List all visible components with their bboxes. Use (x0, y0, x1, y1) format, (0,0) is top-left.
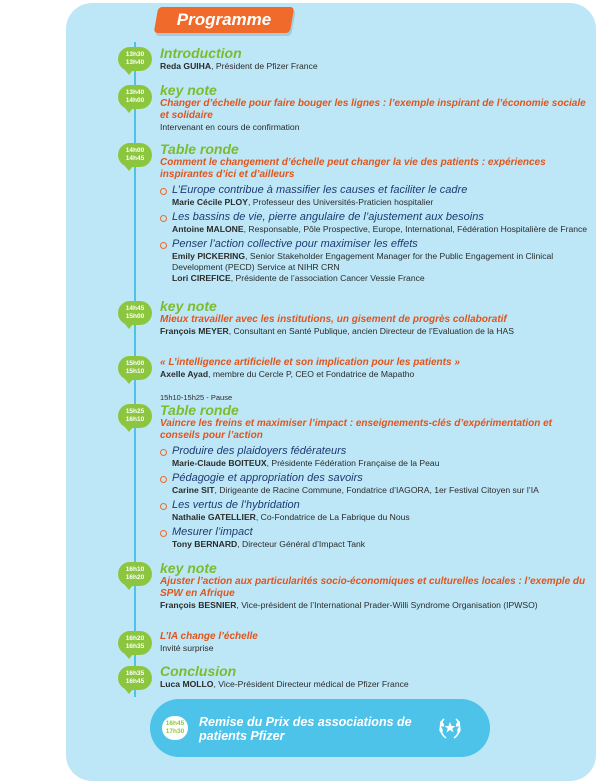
speaker-role: , Présidente de l’association Cancer Vessie France (230, 273, 425, 283)
session-keynote-2 (160, 299, 590, 337)
time-bubble: 15h00 15h10 (118, 356, 152, 380)
session-subtitle: Ajuster l’action aux particularités socio-économiques et culturelles locales : l’exemple du SPW en Afrique (160, 576, 586, 599)
session-subtitle: L’IA change l’échelle (160, 631, 258, 642)
session-subtitle: « L’intelligence artificielle et son implication pour les patients » (160, 357, 460, 368)
speaker-role: , Professeur des Universités-Praticien hospitalier (247, 197, 434, 207)
session-subtitle: Mieux travailler avec les institutions, un gisement de progrès collaboratif (160, 314, 507, 325)
session-keynote-1 (160, 83, 590, 133)
topic-item (160, 472, 590, 496)
time-bubble: 16h10 16h20 (118, 562, 152, 586)
award-time: 16h45 17h30 (162, 716, 188, 740)
pause-label: 15h10-15h25 - Pause (160, 393, 233, 402)
time-bubble: 14h45 15h00 (118, 301, 152, 325)
topic-title: Les vertus de l’hybridation (172, 499, 300, 511)
speaker-role: , Responsable, Pôle Prospective, Europe, International, Fédération Hospitalière de France (243, 224, 588, 234)
time-bubble: 15h25 16h10 (118, 404, 152, 428)
topic-title: Pédagogie et appropriation des savoirs (172, 472, 363, 484)
speaker-role: , Senior Stakeholder Engagement Manager for the Public Engagement in Clinical Development (PECD) Service at NIHR CRN (172, 251, 554, 272)
session-subtitle: Vaincre les freins et maximiser l’impact : enseignements-clés d’expérimentation et conseils pour l’action (160, 418, 553, 441)
topic-item (160, 499, 590, 523)
speaker-role: , Co-Fondatrice de La Fabrique du Nous (255, 512, 410, 522)
speaker-name: Carine SIT (172, 485, 215, 495)
session-table-ronde-2 (160, 403, 590, 550)
topic-title: Produire des plaidoyers fédérateurs (172, 445, 347, 457)
speaker-name: Antoine MALONE (172, 224, 244, 234)
topic-title: Les bassins de vie, pierre angulaire de l’ajustement aux besoins (172, 211, 484, 223)
speaker-name: François MEYER (160, 326, 229, 336)
time-bubble: 13h40 14h00 (118, 85, 152, 109)
session-title: Conclusion (160, 663, 237, 679)
speaker-role: , membre du Cercle P, CEO et Fondatrice de Mapatho (208, 369, 415, 379)
speaker-name: Emily PICKERING (172, 251, 246, 261)
speaker-name: Lori CIREFICE (172, 273, 231, 283)
session-title: Table ronde (160, 402, 239, 418)
speaker-role: , Vice-Président Directeur médical de Pfizer France (213, 679, 409, 689)
topic-item (160, 238, 590, 284)
programme-title: Programme (176, 10, 272, 29)
speaker-role: , Présidente Fédération Française de la Peau (266, 458, 440, 468)
speaker-role: , Dirigeante de Racine Commune, Fondatrice d’IAGORA, 1er Festival Citoyen sur l’IA (214, 485, 539, 495)
topic-title: L’Europe contribue à massifier les causes et faciliter le cadre (172, 184, 468, 196)
session-title: key note (160, 298, 217, 314)
time-bubble: 14h00 14h45 (118, 143, 152, 167)
topic-title: Mesurer l’impact (172, 526, 253, 538)
session-keynote-3 (160, 561, 590, 611)
topic-item (160, 184, 590, 208)
speaker-name: Luca MOLLO (160, 679, 214, 689)
session-introduction (160, 46, 590, 72)
speaker-name: Tony BERNARD (172, 539, 238, 549)
laurel-icon (435, 713, 465, 743)
session-title: Introduction (160, 45, 242, 61)
time-bubble: 16h35 16h45 (118, 666, 152, 690)
session-ia (160, 357, 590, 380)
topic-item (160, 526, 590, 550)
award-text: Remise du Prix des associations de patients Pfizer (199, 715, 412, 743)
speaker-name: Reda GUIHA (160, 61, 212, 71)
time-bubble: 13h30 13h40 (118, 47, 152, 71)
award-banner (150, 699, 490, 757)
speaker-name: Nathalie GATELLIER (172, 512, 256, 522)
topic-item (160, 211, 590, 235)
topic-title: Penser l’action collective pour maximiser les effets (172, 238, 418, 250)
session-ia-echelle (160, 631, 590, 654)
session-note: Intervenant en cours de confirmation (160, 122, 300, 132)
session-subtitle: Comment le changement d’échelle peut changer la vie des patients : expériences inspirantes d’ici et d’ailleurs (160, 157, 546, 180)
speaker-role: , Vice-président de l’International Prader-Willi Syndrome Organisation (IPWSO) (236, 600, 538, 610)
session-conclusion (160, 664, 590, 690)
session-note: Invité surprise (160, 643, 214, 653)
session-title: Table ronde (160, 141, 239, 157)
speaker-name: Axelle Ayad (160, 369, 209, 379)
speaker-role: , Directeur Général d’Impact Tank (237, 539, 366, 549)
speaker-name: Marie-Claude BOITEUX (172, 458, 267, 468)
session-table-ronde-1 (160, 142, 590, 284)
session-title: key note (160, 560, 217, 576)
speaker-name: François BESNIER (160, 600, 237, 610)
session-subtitle: Changer d’échelle pour faire bouger les lignes : l’exemple inspirant de l’économie sociale et solidaire (160, 98, 586, 121)
speaker-name: Marie Cécile PLOY (172, 197, 248, 207)
speaker-role: , Consultant en Santé Publique, ancien Directeur de l’Evaluation de la HAS (228, 326, 514, 336)
time-bubble: 16h20 16h35 (118, 631, 152, 655)
topic-item (160, 445, 590, 469)
session-title: key note (160, 82, 217, 98)
speaker-role: , Président de Pfizer France (211, 61, 318, 71)
